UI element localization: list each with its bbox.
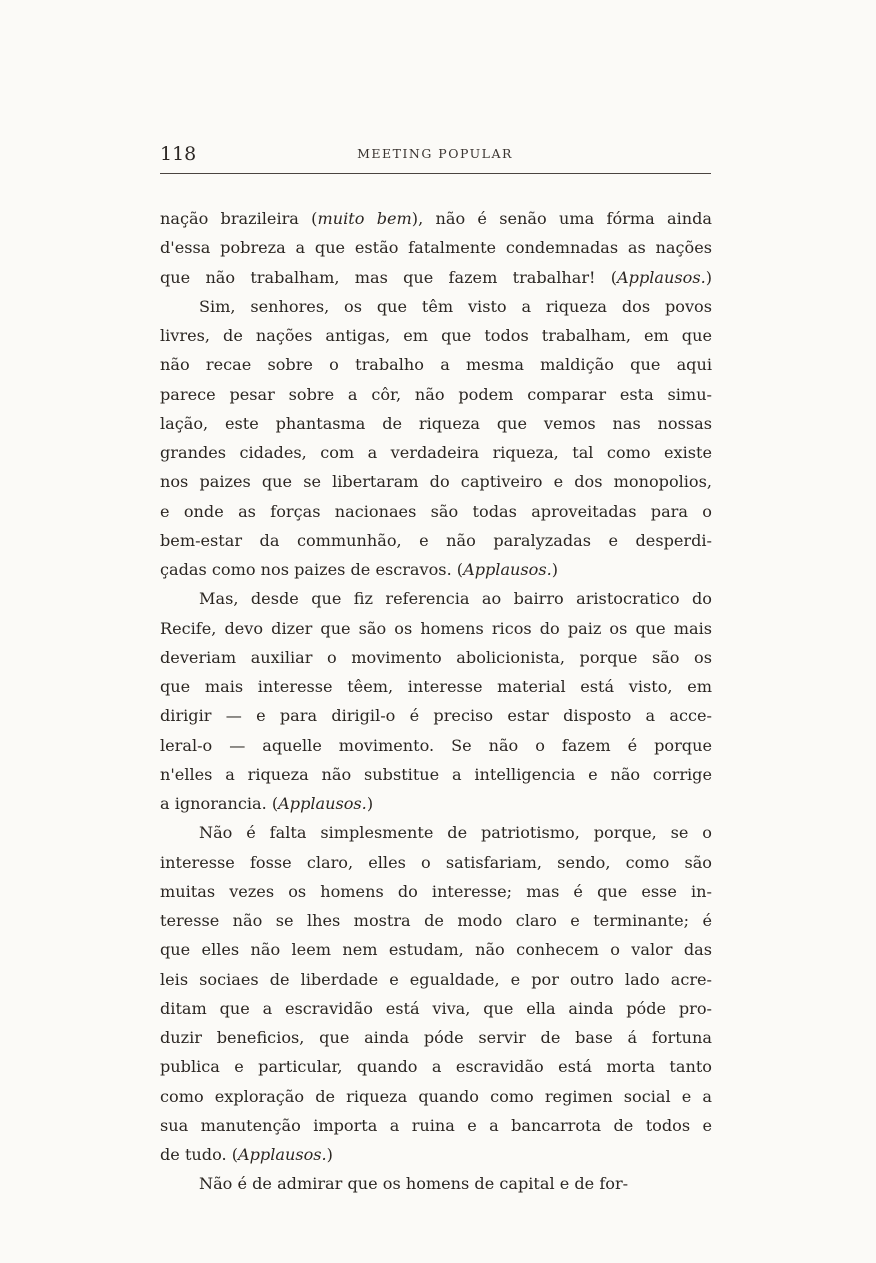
text-line: grandes cidades, com a verdadeira riqueza, tal como existe <box>160 443 712 462</box>
text-line: de tudo. (Applausos.) <box>160 1145 333 1164</box>
text-line: Sim, senhores, os que têm visto a riqueza dos povos <box>199 296 712 316</box>
page-number: 118 <box>160 143 197 165</box>
text-line: n'elles a riqueza não substitue a intelligencia e não corrige <box>160 764 712 784</box>
header-rule <box>160 173 711 174</box>
text-line: lação, este phantasma de riqueza que vemos nas nossas <box>160 413 712 433</box>
text-line: nos paizes que se libertaram do captiveiro e dos monopolios, <box>160 472 712 492</box>
text-line: interesse fosse claro, elles o satisfariam, sendo, como são <box>160 852 712 872</box>
text-line: parece pesar sobre a côr, não podem comparar esta simu- <box>160 384 712 404</box>
text-line: bem-estar da communhão, e não paralyzadas e desperdi- <box>160 530 712 550</box>
text-line: publica e particular, quando a escravidão está morta tanto <box>160 1057 712 1077</box>
text-line: que elles não leem nem estudam, não conhecem o valor das <box>160 940 712 960</box>
text-line: nação brazileira (muito bem), não é senão uma fórma ainda <box>160 209 713 228</box>
body-text <box>160 204 712 1199</box>
text-line: e onde as forças nacionaes são todas aproveitadas para o <box>160 501 712 521</box>
text-line: dirigir — e para dirigil-o é preciso estar disposto a acce- <box>160 706 712 726</box>
text-line: sua manutenção importa a ruina e a bancarrota de todos e <box>160 1115 712 1135</box>
text-line: deveriam auxiliar o movimento abolicionista, porque são os <box>160 647 712 667</box>
text-line: leis sociaes de liberdade e egualdade, e por outro lado acre- <box>160 969 712 989</box>
text-line: Mas, desde que fiz referencia ao bairro aristocratico do <box>199 589 712 609</box>
text-line: como exploração de riqueza quando como regimen social e a <box>160 1086 712 1106</box>
text-line: çadas como nos paizes de escravos. (Applausos.) <box>160 560 559 579</box>
text-line: Não é de admirar que os homens de capital e de for- <box>199 1174 629 1194</box>
text-line: d'essa pobreza a que estão fatalmente condemnadas as nações <box>160 238 712 258</box>
text-line: que mais interesse têem, interesse material está visto, em <box>160 677 712 696</box>
text-line: livres, de nações antigas, em que todos trabalham, em que <box>160 326 712 345</box>
text-line: muitas vezes os homens do interesse; mas é que esse in- <box>160 881 712 901</box>
text-line: ditam que a escravidão está viva, que ella ainda póde pro- <box>160 998 712 1018</box>
text-line: Recife, devo dizer que são os homens ricos do paiz os que mais <box>160 618 712 638</box>
text-line: duzir beneficios, que ainda póde servir de base á fortuna <box>160 1028 712 1047</box>
text-line: a ignorancia. (Applausos.) <box>160 794 374 813</box>
text-line: teresse não se lhes mostra de modo claro e terminante; é <box>160 911 712 930</box>
text-line: que não trabalham, mas que fazem trabalhar! (Applausos.) <box>160 267 712 287</box>
text-line: não recae sobre o trabalho a mesma maldição que aqui <box>160 355 712 375</box>
page-header <box>160 142 710 166</box>
running-head: MEETING POPULAR <box>357 146 513 161</box>
text-line: Não é falta simplesmente de patriotismo, porque, se o <box>199 823 712 843</box>
text-line: leral-o — aquelle movimento. Se não o fazem é porque <box>160 735 712 755</box>
